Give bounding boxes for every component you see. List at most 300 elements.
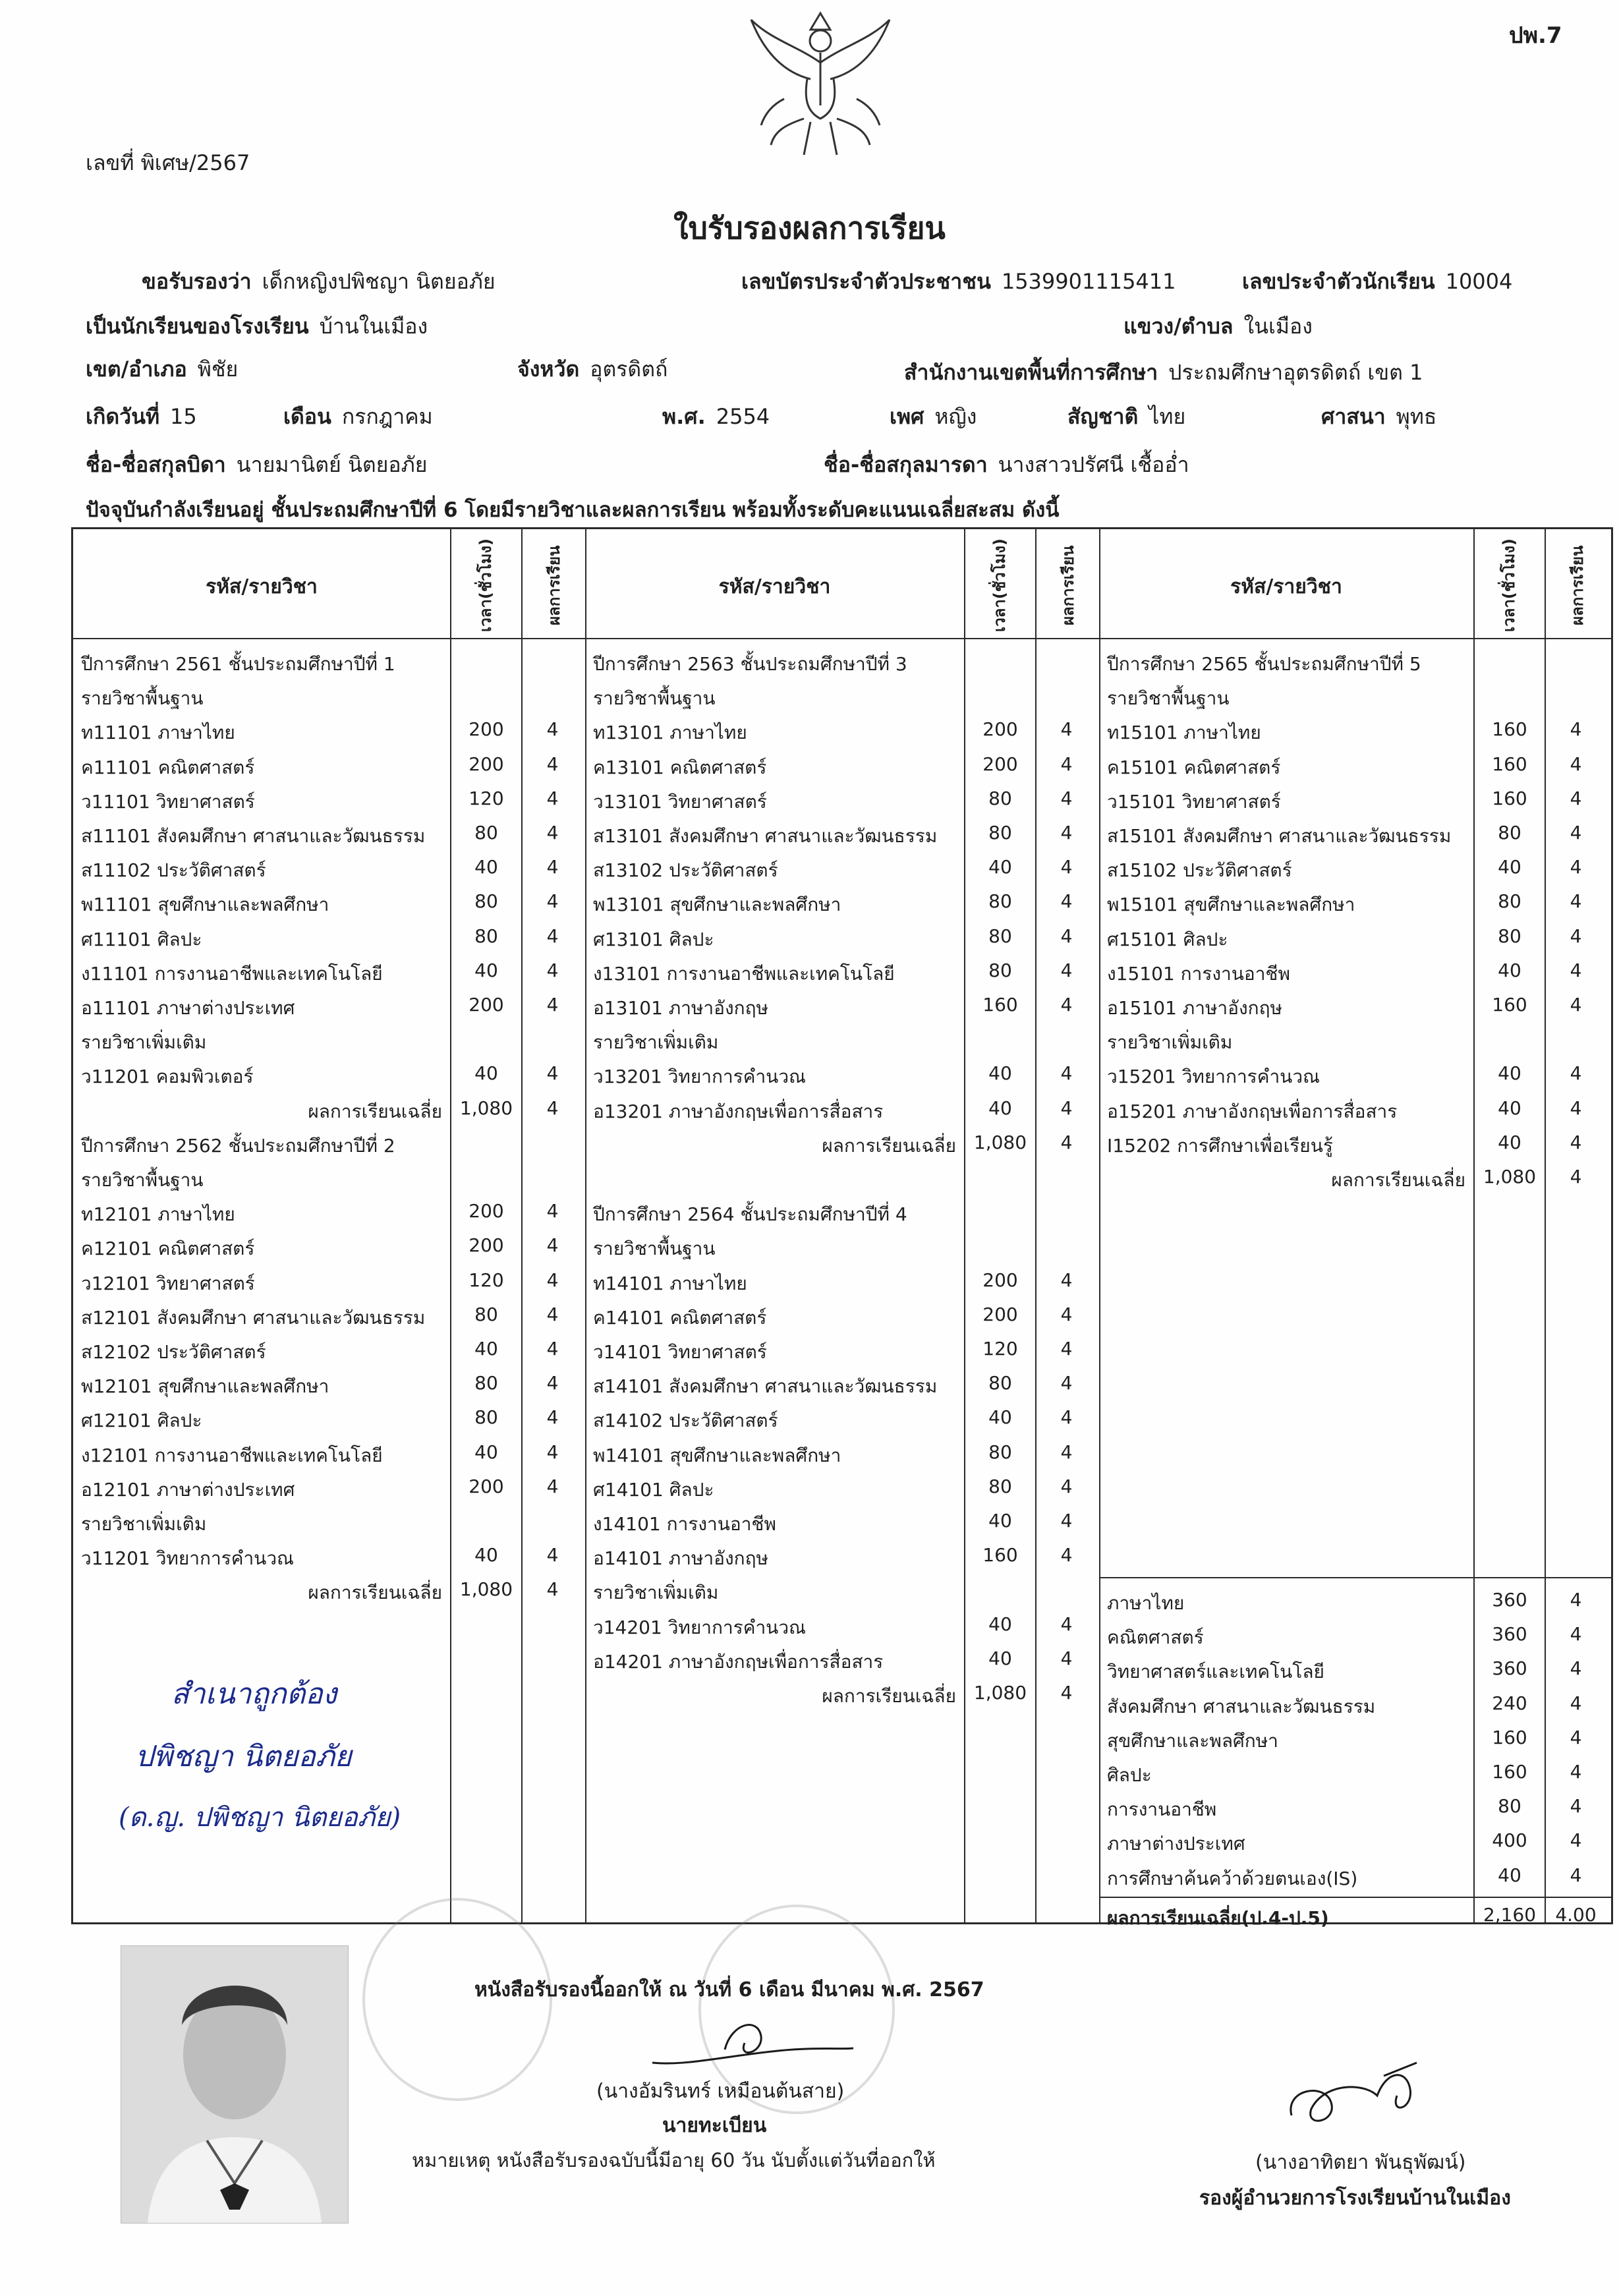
table-row: [585, 989, 1073, 1023]
subject-name: ง11101 การงานอาชีพและเทคโนโลยี: [81, 962, 383, 985]
hours-value: 120: [982, 1338, 1018, 1360]
subject-name: รายวิชาพื้นฐาน: [81, 687, 204, 710]
subject-name: ง15101 การงานอาชีพ: [1107, 962, 1290, 985]
summary-hours: 240: [1492, 1692, 1527, 1714]
hours-value: 40: [988, 1647, 1012, 1669]
id-card-number: 1539901115411: [1001, 269, 1176, 294]
hours-value: 40: [474, 1338, 498, 1360]
mother-name: นางสาวปรัศนี เชื้ออ่ำ: [998, 452, 1189, 477]
grade-value: 4: [1060, 1097, 1073, 1119]
summary-grade: 4: [1570, 1623, 1582, 1646]
grade-value: 4: [1570, 1166, 1582, 1188]
subject-name: รายวิชาเพิ่มเติม: [593, 1582, 719, 1604]
subject-name: ท13101 ภาษาไทย: [593, 722, 747, 744]
subject-name: ค14101 คณิตศาสตร์: [593, 1306, 767, 1329]
subject-name: ว15201 วิทยาการคำนวณ: [1107, 1066, 1321, 1088]
student-name: เด็กหญิงปพิชญา นิตยอภัย: [262, 269, 496, 294]
subject-name: ผลการเรียนเฉลี่ย: [1331, 1169, 1465, 1191]
grade-value: 4: [546, 994, 559, 1016]
summary-hours: 360: [1492, 1589, 1527, 1611]
id-card-label: เลขบัตรประจำตัวประชาชน: [741, 269, 991, 294]
subject-name: ว13201 วิทยาการคำนวณ: [593, 1066, 807, 1088]
grade-value: 4: [1060, 1647, 1073, 1669]
table-row: [1099, 713, 1582, 747]
grade-value: 4: [1060, 822, 1073, 844]
summary-hours: 40: [1498, 1864, 1521, 1886]
table-row: [1099, 989, 1582, 1023]
province-line: [517, 353, 667, 386]
subject-name: ว13101 วิทยาศาสตร์: [593, 790, 767, 813]
table-row: [73, 1229, 559, 1263]
grade-value: 4: [546, 1269, 559, 1291]
religion-line: [1321, 400, 1436, 434]
grade-value: 4: [546, 1234, 559, 1257]
section-heading: [585, 1195, 964, 1229]
table-row: [1099, 885, 1582, 919]
subject-name: พ11101 สุขศึกษาและพลศึกษา: [81, 894, 329, 916]
table-row: [73, 1264, 559, 1298]
hours-value: 40: [988, 1613, 1012, 1635]
grade-value: 4: [1060, 1441, 1073, 1463]
grade-value: 4: [546, 718, 559, 741]
average-row: [73, 1092, 559, 1126]
header-subject-3: รหัส/รายวิชา: [1230, 575, 1342, 598]
table-row: [73, 920, 559, 954]
hours-value: 1,080: [1483, 1166, 1537, 1188]
hours-value: 200: [982, 718, 1018, 741]
subject-name: พ15101 สุขศึกษาและพลศึกษา: [1107, 894, 1355, 916]
grade-value: 4: [546, 1097, 559, 1119]
hours-value: 160: [982, 994, 1018, 1016]
hours-value: 1,080: [973, 1682, 1027, 1704]
grade-value: 4: [546, 856, 559, 878]
hours-value: 40: [474, 1441, 498, 1463]
subject-name: อ13101 ภาษาอังกฤษ: [593, 997, 768, 1019]
subject-name: ง13101 การงานอาชีพและเทคโนโลยี: [593, 962, 895, 985]
grade-value: 4: [546, 1372, 559, 1394]
student-no-line: [1242, 265, 1512, 299]
summary-section: [1099, 1584, 1613, 1929]
subject-name: ท12101 ภาษาไทย: [81, 1203, 235, 1226]
summary-total-label: ผลการเรียนเฉลี่ย(ป.4-ป.5): [1107, 1907, 1329, 1929]
grade-value: 4: [546, 959, 559, 981]
table-row: [585, 851, 1073, 885]
hours-value: 40: [988, 1062, 1012, 1085]
section-heading: [585, 1229, 964, 1263]
grade-value: 4: [1060, 1544, 1073, 1566]
school-line: [86, 310, 428, 343]
grade-value: 4: [546, 1475, 559, 1497]
table-row: [73, 782, 559, 817]
grade-value: 4: [1060, 890, 1073, 913]
hours-value: 200: [982, 1303, 1018, 1325]
subject-name: ส14102 ประวัติศาสตร์: [593, 1410, 778, 1432]
birth-year-label: พ.ศ.: [662, 404, 706, 429]
table-row: [73, 1470, 559, 1505]
summary-hours: 360: [1492, 1657, 1527, 1680]
table-row: [1099, 1126, 1582, 1161]
district: พิชัย: [197, 357, 239, 382]
hours-value: 200: [982, 753, 1018, 775]
summary-subject: ภาษาไทย: [1107, 1592, 1185, 1614]
subject-name: อ14201 ภาษาอังกฤษเพื่อการสื่อสาร: [593, 1650, 884, 1673]
subject-name: พ12101 สุขศึกษาและพลศึกษา: [81, 1375, 329, 1398]
subject-name: รายวิชาเพิ่มเติม: [1107, 1031, 1233, 1054]
hours-value: 40: [988, 1097, 1012, 1119]
hours-value: 80: [1498, 890, 1521, 913]
subject-name: อ12101 ภาษาต่างประเทศ: [81, 1478, 295, 1501]
hours-value: 40: [988, 1510, 1012, 1532]
table-row: [585, 748, 1073, 782]
school-name: บ้านในเมือง: [319, 314, 428, 339]
section-heading: [585, 1023, 964, 1057]
subject-name: ว11201 คอมพิวเตอร์: [81, 1066, 254, 1088]
subject-name: อ14101 ภาษาอังกฤษ: [593, 1547, 768, 1570]
hours-value: 80: [988, 787, 1012, 809]
grade-value: 4: [1060, 1338, 1073, 1360]
hours-value: 80: [988, 890, 1012, 913]
table-row: [585, 713, 1073, 747]
subject-name: รายวิชาเพิ่มเติม: [81, 1513, 207, 1535]
summary-subject: คณิตศาสตร์: [1107, 1626, 1204, 1649]
handwritten-certified-copy: สำเนาถูกต้อง: [171, 1677, 337, 1711]
summary-subject: ภาษาต่างประเทศ: [1107, 1833, 1245, 1855]
subject-name: ส15102 ประวัติศาสตร์: [1107, 859, 1292, 882]
subdistrict-line: [1123, 310, 1313, 343]
hours-value: 80: [988, 822, 1012, 844]
deputy-signature-icon: [1278, 2056, 1443, 2142]
average-row: [585, 1677, 1073, 1711]
table-row: [585, 1367, 1073, 1401]
subject-name: ท15101 ภาษาไทย: [1107, 722, 1261, 744]
province: อุตรดิตถ์: [590, 357, 668, 382]
grade-value: 4: [1060, 1131, 1073, 1153]
grade-value: 4: [1060, 718, 1073, 741]
grade-value: 4: [546, 1338, 559, 1360]
subject-name: ง14101 การงานอาชีพ: [593, 1513, 776, 1535]
hours-value: 80: [1498, 925, 1521, 947]
table-row: [1099, 1057, 1582, 1091]
hours-value: 160: [1492, 753, 1527, 775]
grade-value: 4: [546, 1578, 559, 1601]
table-row: [585, 1333, 1073, 1367]
subject-name: พ14101 สุขศึกษาและพลศึกษา: [593, 1444, 841, 1466]
hours-value: 40: [1498, 1131, 1521, 1153]
subject-name: รายวิชาเพิ่มเติม: [81, 1031, 207, 1054]
registrar-title: นายทะเบียน: [662, 2114, 767, 2137]
subject-name: ส12101 สังคมศึกษา ศาสนาและวัฒนธรรม: [81, 1306, 426, 1329]
table-row: [73, 1195, 559, 1229]
section-heading: [73, 1023, 450, 1057]
grade-value: 4: [546, 753, 559, 775]
table-row: [585, 1057, 1073, 1091]
subject-name: รายวิชาพื้นฐาน: [81, 1169, 204, 1191]
grade-value: 4: [1570, 1062, 1582, 1085]
section-heading: [585, 645, 964, 679]
table-row: [1099, 851, 1582, 885]
summary-total-hours: 2,160: [1483, 1903, 1537, 1926]
hours-value: 200: [469, 753, 504, 775]
average-row: [73, 1573, 559, 1607]
garuda-emblem-icon: [745, 0, 896, 161]
section-heading: [1099, 679, 1473, 713]
grade-value: 4: [1570, 890, 1582, 913]
grade-value: 4: [1060, 925, 1073, 947]
summary-subject: สุขศึกษาและพลศึกษา: [1107, 1729, 1278, 1752]
hours-value: 40: [474, 856, 498, 878]
hours-value: 80: [988, 925, 1012, 947]
student-no: 10004: [1445, 269, 1513, 294]
table-row: [73, 885, 559, 919]
area-office-label: สำนักงานเขตพื้นที่การศึกษา: [904, 360, 1158, 385]
table-row: [73, 989, 559, 1023]
student-photo: [121, 1945, 349, 2224]
grade-value: 4: [1060, 1510, 1073, 1532]
birth-month-line: [283, 400, 433, 434]
section-heading: [585, 1573, 964, 1607]
birth-month: กรกฎาคม: [341, 404, 433, 429]
grade-value: 4: [546, 1544, 559, 1566]
hours-value: 80: [988, 959, 1012, 981]
grade-value: 4: [1060, 1406, 1073, 1429]
grade-value: 4: [546, 1303, 559, 1325]
subject-name: ค12101 คณิตศาสตร์: [81, 1238, 255, 1260]
birth-year-line: [662, 400, 770, 434]
grade-value: 4: [546, 925, 559, 947]
subject-name: ปีการศึกษา 2563 ชั้นประถมศึกษาปีที่ 3: [593, 653, 907, 675]
handwritten-name: (ด.ญ. ปพิชญา นิตยอภัย): [119, 1802, 401, 1833]
hours-value: 40: [1498, 856, 1521, 878]
hours-value: 200: [469, 994, 504, 1016]
summary-subject: ศิลปะ: [1107, 1764, 1152, 1786]
subject-name: อ13201 ภาษาอังกฤษเพื่อการสื่อสาร: [593, 1100, 884, 1122]
subject-name: ปีการศึกษา 2561 ชั้นประถมศึกษาปีที่ 1: [81, 653, 395, 675]
subject-name: ศ14101 ศิลปะ: [593, 1478, 714, 1501]
summary-grade: 4: [1570, 1864, 1582, 1886]
table-row: [585, 782, 1073, 817]
grade-value: 4: [1060, 787, 1073, 809]
hours-value: 40: [1498, 959, 1521, 981]
header-grade-1: ผลการเรียน: [545, 545, 563, 625]
section-heading: [73, 1505, 450, 1539]
subject-name: ปีการศึกษา 2564 ชั้นประถมศึกษาปีที่ 4: [593, 1203, 907, 1226]
table-row: [73, 817, 559, 851]
subject-name: ผลการเรียนเฉลี่ย: [822, 1685, 956, 1707]
table-row: [1099, 817, 1582, 851]
hours-value: 80: [988, 1475, 1012, 1497]
subject-name: ส13101 สังคมศึกษา ศาสนาและวัฒนธรรม: [593, 825, 938, 847]
table-column-3: [1099, 645, 1613, 1304]
summary-grade: 4: [1570, 1692, 1582, 1714]
table-row: [73, 954, 559, 989]
subdistrict: ในเมือง: [1243, 314, 1313, 339]
section-heading: [73, 1126, 450, 1161]
hours-value: 160: [1492, 787, 1527, 809]
table-row: [585, 1401, 1073, 1435]
hours-value: 80: [1498, 822, 1521, 844]
grade-value: 4: [1060, 1269, 1073, 1291]
subject-name: I15202 การศึกษาเพื่อเรียนรู้: [1107, 1134, 1333, 1157]
table-row: [585, 885, 1073, 919]
subject-name: อ15101 ภาษาอังกฤษ: [1107, 997, 1282, 1019]
area-office-line: [904, 356, 1423, 389]
mother-line: [824, 448, 1189, 482]
subject-name: ผลการเรียนเฉลี่ย: [308, 1582, 442, 1604]
summary-grade: 4: [1570, 1589, 1582, 1611]
table-row: [585, 1539, 1073, 1573]
section-heading: [73, 679, 450, 713]
summary-subject: การศึกษาค้นคว้าด้วยตนเอง(IS): [1107, 1867, 1358, 1889]
grade-value: 4: [1570, 822, 1582, 844]
subject-name: ผลการเรียนเฉลี่ย: [308, 1100, 442, 1122]
subject-name: ว11201 วิทยาการคำนวณ: [81, 1547, 295, 1570]
subject-name: ค11101 คณิตศาสตร์: [81, 756, 255, 778]
table-row: [73, 1539, 559, 1573]
issue-date: หนังสือรับรองนี้ออกให้ ณ วันที่ 6 เดือน มีนาคม พ.ศ. 2567: [474, 1978, 984, 2001]
mother-label: ชื่อ-ชื่อสกุลมารดา: [824, 452, 988, 477]
registrar-name: (นางอัมรินทร์ เหมือนต้นสาย): [596, 2080, 845, 2103]
subject-name: ส14101 สังคมศึกษา ศาสนาและวัฒนธรรม: [593, 1375, 938, 1398]
subject-name: อ15201 ภาษาอังกฤษเพื่อการสื่อสาร: [1107, 1100, 1398, 1122]
summary-hours: 160: [1492, 1726, 1527, 1748]
table-row: [1099, 782, 1582, 817]
birth-day-line: [86, 400, 197, 434]
table-row: [585, 1608, 1073, 1642]
subject-name: ผลการเรียนเฉลี่ย: [822, 1134, 956, 1157]
table-row: [585, 1264, 1073, 1298]
birth-day: 15: [170, 404, 197, 429]
religion-label: ศาสนา: [1321, 404, 1386, 429]
grade-value: 4: [1570, 925, 1582, 947]
validity-note: หมายเหตุ หนังสือรับรองฉบับนี้มีอายุ 60 วัน นับตั้งแต่วันที่ออกให้: [412, 2149, 936, 2171]
student-no-label: เลขประจำตัวนักเรียน: [1242, 269, 1435, 294]
grade-value: 4: [1060, 1475, 1073, 1497]
table-row: [585, 1505, 1073, 1539]
table-row: [585, 954, 1073, 989]
hours-value: 160: [982, 1544, 1018, 1566]
subject-name: ศ11101 ศิลปะ: [81, 928, 202, 950]
section-heading: [1099, 645, 1473, 679]
nationality-line: [1067, 400, 1185, 434]
table-row: [585, 1092, 1073, 1126]
deputy-name: (นางอาทิตยา พันธุพัฒน์): [1255, 2151, 1466, 2174]
table-row: [585, 920, 1073, 954]
subject-name: ส15101 สังคมศึกษา ศาสนาและวัฒนธรรม: [1107, 825, 1452, 847]
header-grade-3: ผลการเรียน: [1568, 545, 1587, 625]
hours-value: 40: [988, 1406, 1012, 1429]
grade-value: 4: [1060, 994, 1073, 1016]
certify-line: [142, 265, 496, 299]
average-row: [585, 1126, 1073, 1161]
hours-value: 200: [469, 1234, 504, 1257]
subject-name: รายวิชาเพิ่มเติม: [593, 1031, 719, 1054]
grade-value: 4: [1060, 1303, 1073, 1325]
subject-name: รายวิชาพื้นฐาน: [1107, 687, 1230, 710]
sex-label: เพศ: [890, 404, 924, 429]
subject-name: รายวิชาพื้นฐาน: [593, 687, 716, 710]
subject-name: ว14101 วิทยาศาสตร์: [593, 1341, 767, 1363]
hours-value: 80: [474, 1303, 498, 1325]
birth-month-label: เดือน: [283, 404, 331, 429]
header-hours-2: เวลา(ชั่วโมง): [990, 538, 1009, 632]
subject-name: ศ13101 ศิลปะ: [593, 928, 714, 950]
handwritten-signature: ปพิชญา นิตยอภัย: [135, 1740, 352, 1773]
grade-value: 4: [546, 1441, 559, 1463]
document-number: เลขที่ พิเศษ/2567: [86, 150, 250, 175]
grade-value: 4: [546, 1406, 559, 1429]
summary-subject: วิทยาศาสตร์และเทคโนโลยี: [1107, 1661, 1324, 1683]
sex: หญิง: [934, 404, 977, 429]
summary-grade: 4: [1570, 1726, 1582, 1748]
summary-grade: 4: [1570, 1795, 1582, 1818]
hours-value: 40: [474, 1062, 498, 1085]
table-row: [1099, 748, 1582, 782]
table-row: [1099, 954, 1582, 989]
table-row: [585, 817, 1073, 851]
subject-name: ค13101 คณิตศาสตร์: [593, 756, 767, 778]
grade-value: 4: [1570, 787, 1582, 809]
table-column-2: [585, 645, 1099, 1897]
header-hours-3: เวลา(ชั่วโมง): [1500, 538, 1518, 632]
grade-value: 4: [1570, 959, 1582, 981]
hours-value: 80: [474, 890, 498, 913]
table-row: [73, 1367, 559, 1401]
hours-value: 40: [1498, 1062, 1521, 1085]
grade-value: 4: [1570, 1131, 1582, 1153]
section-heading: [585, 679, 964, 713]
hours-value: 200: [982, 1269, 1018, 1291]
area-office: ประถมศึกษาอุตรดิตถ์ เขต 1: [1168, 360, 1423, 385]
subject-name: ท11101 ภาษาไทย: [81, 722, 235, 744]
grade-value: 4: [1060, 1062, 1073, 1085]
summary-grade: 4: [1570, 1761, 1582, 1783]
grade-value: 4: [546, 890, 559, 913]
current-status: ปัจจุบันกำลังเรียนอยู่ ชั้นประถมศึกษาปีที่ 6 โดยมีรายวิชาและผลการเรียน พร้อมทั้งระดับคะแนนเฉลี่ยสะสม ดังนี้: [86, 498, 1060, 522]
table-row: [73, 1057, 559, 1091]
subject-name: ง12101 การงานอาชีพและเทคโนโลยี: [81, 1444, 383, 1466]
subject-name: ส13102 ประวัติศาสตร์: [593, 859, 778, 882]
grade-value: 4: [1570, 1097, 1582, 1119]
header-grade-2: ผลการเรียน: [1059, 545, 1077, 625]
province-label: จังหวัด: [517, 357, 580, 382]
subject-name: ปีการศึกษา 2562 ชั้นประถมศึกษาปีที่ 2: [81, 1134, 395, 1157]
hours-value: 1,080: [973, 1131, 1027, 1153]
table-row: [73, 851, 559, 885]
hours-value: 160: [1492, 718, 1527, 741]
grade-value: 4: [1060, 959, 1073, 981]
header-hours-1: เวลา(ชั่วโมง): [476, 538, 495, 632]
hours-value: 160: [1492, 994, 1527, 1016]
grade-value: 4: [1060, 1613, 1073, 1635]
table-row: [585, 1642, 1073, 1677]
header-subject-2: รหัส/รายวิชา: [718, 575, 831, 598]
hours-value: 80: [988, 1372, 1012, 1394]
subject-name: ส12102 ประวัติศาสตร์: [81, 1341, 266, 1363]
section-heading: [1099, 1023, 1473, 1057]
table-row: [1099, 1092, 1582, 1126]
grade-value: 4: [546, 787, 559, 809]
subject-name: ค15101 คณิตศาสตร์: [1107, 756, 1281, 778]
header-subject-1: รหัส/รายวิชา: [206, 575, 318, 598]
hours-value: 80: [474, 1372, 498, 1394]
hours-value: 80: [474, 1406, 498, 1429]
subject-name: ว12101 วิทยาศาสตร์: [81, 1272, 255, 1294]
subject-name: ปีการศึกษา 2565 ชั้นประถมศึกษาปีที่ 5: [1107, 653, 1421, 675]
subject-name: ท14101 ภาษาไทย: [593, 1272, 747, 1294]
sex-line: [890, 400, 977, 434]
summary-grade: 4: [1570, 1829, 1582, 1852]
grade-value: 4: [1570, 994, 1582, 1016]
